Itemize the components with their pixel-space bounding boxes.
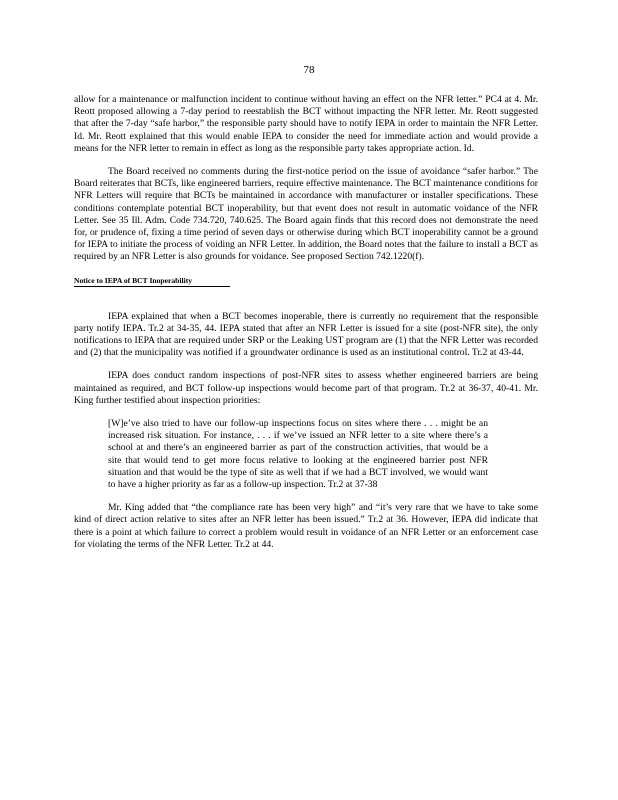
section-heading: Notice to IEPA of BCT Inoperability (74, 276, 230, 287)
page-number: 78 (303, 64, 315, 76)
paragraph-closing: Mr. King added that “the compliance rate has been very high” and “it’s very rare that we have to take some kind of direct action relative to sites after an NFR letter has been issued.” Tr.2 at 36. However, IEPA did indicate that there is a point at which failure to correct a problem would result in voidance of an NFR Letter or an enforcement case for violating the terms of the NFR Letter. Tr.2 at 44. (74, 502, 538, 550)
section-heading-wrap (74, 275, 538, 299)
document-body (74, 94, 538, 562)
paragraph-iepa-inspections: IEPA does conduct random inspections of post-NFR sites to assess whether engineered barriers are being maintained as required, and BCT follow-up inspections would become part of that program. Tr.2 at 36-37, 40-41. Mr. King further testified about inspection priorities: (74, 370, 538, 406)
paragraph-continuation: allow for a maintenance or malfunction incident to continue without having an effect on the NFR letter.” PC4 at 4. Mr. Reott proposed allowing a 7-day period to reestablish the BCT without impacting the NFR letter. Mr. Reott suggested that after the 7-day “safe harbor,” the responsible party should have to notify IEPA in order to maintain the NFR Letter. Id. Mr. Reott explained that this would enable IEPA to consider the need for immediate action and would provide a means for the NFR letter to remain in effect as long as the responsible party takes appropriate action. Id. (74, 94, 538, 154)
paragraph-board-findings: The Board received no comments during the first-notice period on the issue of avoidance “safer harbor.” The Board reiterates that BCTs, like engineered barriers, require effective maintenance. The BCT maintenance conditions for NFR Letters will require that BCTs be maintained in accordance with manufacturer or installer specifications. These conditions contemplate potential BCT inoperability, but that event does not result in automatic voidance of the NFR Letter. See 35 Ill. Adm. Code 734.720, 740.625. The Board again finds that this record does not demonstrate the need for, or prudence of, fixing a time period of seven days or otherwise during which BCT inoperability cannot be a ground for IEPA to initiate the process of voiding an NFR Letter. In addition, the Board notes that the failure to install a BCT as required by an NFR Letter is also grounds for voidance. See proposed Section 742.1220(f). (74, 166, 538, 263)
paragraph-iepa-notification: IEPA explained that when a BCT becomes inoperable, there is currently no requirement that the responsible party notify IEPA. Tr.2 at 34-35, 44. IEPA stated that after an NFR Letter is issued for a site (post-NFR site), the only notifications to IEPA that are required under SRP or the Leaking UST program are (1) that the NFR Letter was recorded and (2) that the municipality was notified if a groundwater ordinance is used as an institutional control. Tr.2 at 43-44. (74, 310, 538, 359)
block-quote: [W]e’ve also tried to have our follow-up inspections focus on sites where there . . . might be an increased risk situation. For instance, . . . if we’ve issued an NFR letter to a site where there’s a school at and there’s an engineered barrier as part of the construction activities, that would be a site that would tend to get more focus relative to looking at the engineered barrier post NFR situation and that would be the type of site as well that if we had a BCT involved, we would want to have a higher priority as far as a follow-up inspection. Tr.2 at 37-38 (108, 418, 488, 491)
